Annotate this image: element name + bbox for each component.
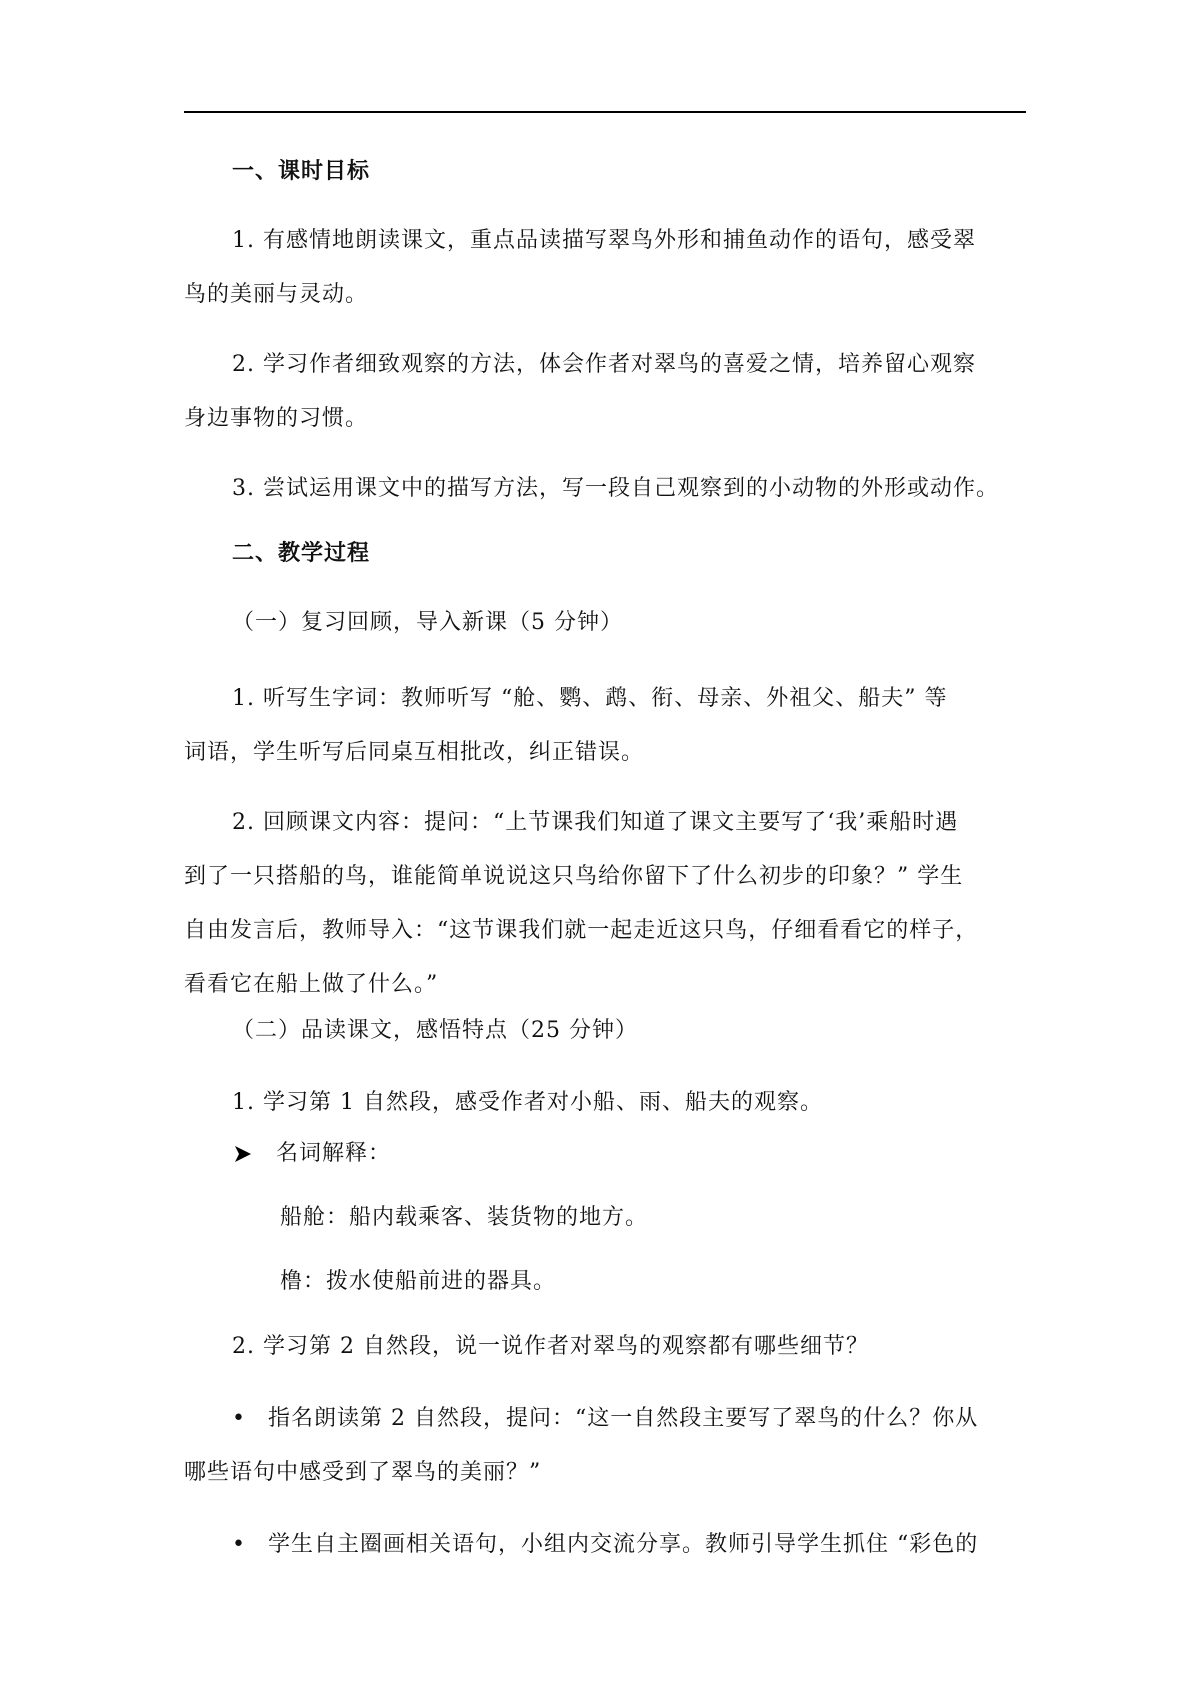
dot-bullet-icon: • bbox=[232, 1406, 245, 1431]
part-2-title: （二）品读课文，感悟特点（25 分钟） bbox=[232, 1018, 638, 1043]
goal-1-line-2: 鸟的美丽与灵动。 bbox=[184, 282, 369, 307]
part-2-item-2: 2. 学习第 2 自然段，说一说作者对翠鸟的观察都有哪些细节？ bbox=[232, 1334, 869, 1359]
part-1-item-2-line-3: 自由发言后，教师导入：“这节课我们就一起走近这只鸟，仔细看看它的样子， bbox=[184, 918, 979, 943]
glossary-term-2: 橹：拨水使船前进的器具。 bbox=[280, 1269, 557, 1294]
dot-bullet-icon: • bbox=[232, 1532, 245, 1557]
part-2-bullet-1-line-2: 哪些语句中感受到了翠鸟的美丽？” bbox=[184, 1460, 542, 1485]
part-1-item-2-line-1: 2. 回顾课文内容：提问：“上节课我们知道了课文主要写了‘我’乘船时遇 bbox=[232, 810, 959, 835]
goal-1-line-1: 1. 有感情地朗读课文，重点品读描写翠鸟外形和捕鱼动作的语句，感受翠 bbox=[232, 228, 976, 253]
part-1-title: （一）复习回顾，导入新课（5 分钟） bbox=[232, 610, 623, 635]
goal-2-line-2: 身边事物的习惯。 bbox=[184, 406, 369, 431]
goal-3-line-1: 3. 尝试运用课文中的描写方法，写一段自己观察到的小动物的外形或动作。 bbox=[232, 476, 999, 501]
part-1-item-1-line-2: 词语，学生听写后同桌互相批改，纠正错误。 bbox=[184, 740, 645, 765]
part-2-bullet-2-line-1: 学生自主圈画相关语句，小组内交流分享。教师引导学生抓住 “彩色的 bbox=[268, 1532, 979, 1557]
glossary-term-1: 船舱：船内载乘客、装货物的地方。 bbox=[280, 1205, 649, 1230]
goal-2-line-1: 2. 学习作者细致观察的方法，体会作者对翠鸟的喜爱之情，培养留心观察 bbox=[232, 352, 976, 377]
arrow-bullet-icon bbox=[232, 1143, 254, 1165]
header-rule bbox=[184, 111, 1026, 113]
section-heading-goals: 一、课时目标 bbox=[232, 158, 371, 184]
part-2-item-1: 1. 学习第 1 自然段，感受作者对小船、雨、船夫的观察。 bbox=[232, 1090, 823, 1115]
part-2-bullet-1-line-1: 指名朗读第 2 自然段，提问：“这一自然段主要写了翠鸟的什么？你从 bbox=[268, 1406, 979, 1431]
glossary-label: 名词解释： bbox=[276, 1141, 392, 1166]
section-heading-process: 二、教学过程 bbox=[232, 540, 371, 566]
part-1-item-2-line-2: 到了一只搭船的鸟，谁能简单说说这只鸟给你留下了什么初步的印象？” 学生 bbox=[184, 864, 964, 889]
part-1-item-2-line-4: 看看它在船上做了什么。” bbox=[184, 972, 439, 997]
part-1-item-1-line-1: 1. 听写生字词：教师听写 “舱、鹦、鹉、衔、母亲、外祖父、船夫” 等 bbox=[232, 686, 948, 711]
